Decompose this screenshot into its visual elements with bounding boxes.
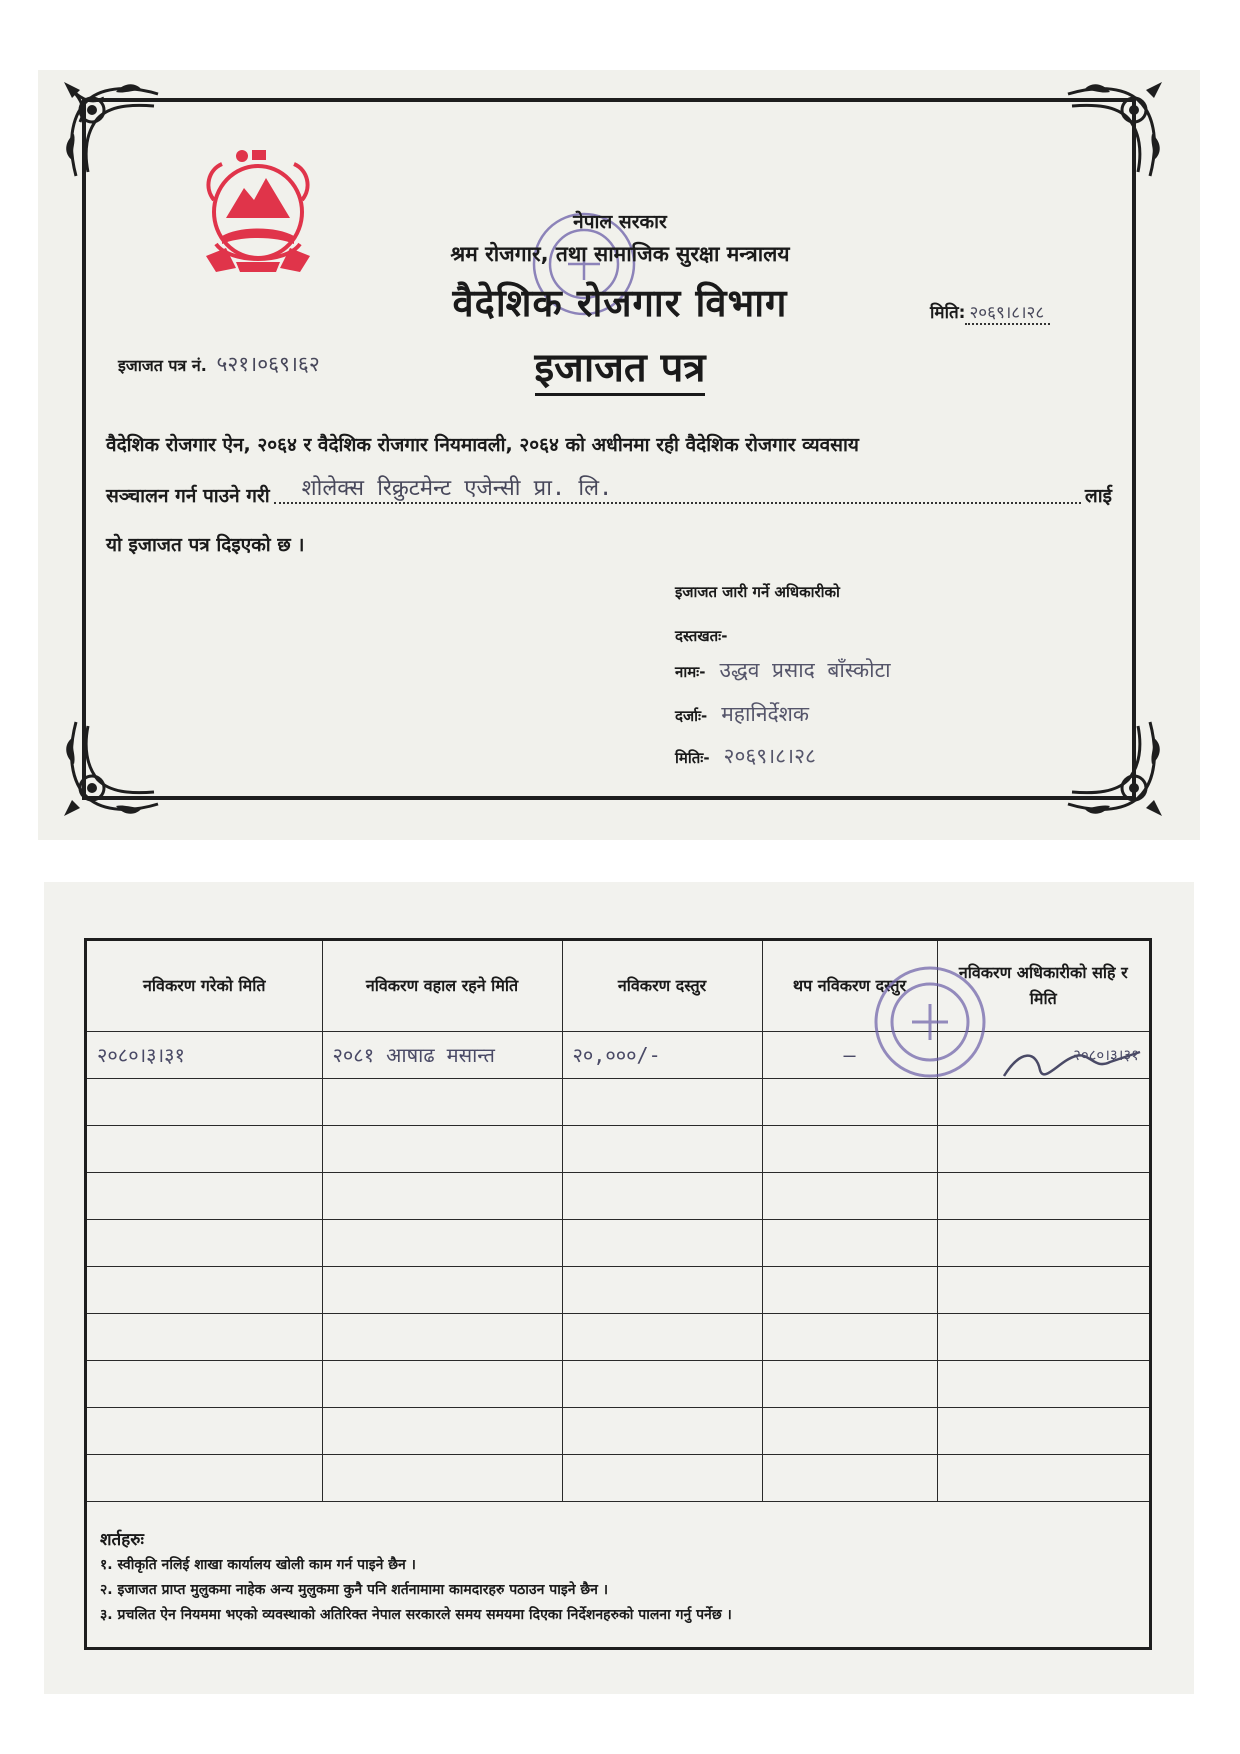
terms-item: ३. प्रचलित ऐन नियममा भएको व्यवस्थाको अतिरिक्त नेपाल सरकारले समय समयमा दिएका निर्देशनहरुको पालना गर्नु पर्नेछ । — [100, 1607, 732, 1623]
table-cell — [762, 1454, 937, 1501]
department-name: वैदेशिक रोजगार विभाग — [452, 281, 788, 325]
table-cell — [322, 1313, 562, 1360]
table-cell — [562, 1454, 762, 1501]
table-cell — [322, 1125, 562, 1172]
issuer-name-label: नामः- — [675, 663, 706, 681]
certificate-title-text: इजाजत पत्र — [535, 345, 706, 396]
issuer-date — [675, 742, 816, 770]
table-cell — [322, 1454, 562, 1501]
table-cell — [562, 1313, 762, 1360]
issue-date — [930, 300, 1050, 323]
table-cell — [762, 1313, 937, 1360]
body-line-2-tail: लाई — [1084, 485, 1112, 507]
table-cell: २०८१ आषाढ मसान्त — [322, 1031, 562, 1078]
terms-heading: शर्तहरुः — [100, 1530, 144, 1550]
table-cell — [322, 1266, 562, 1313]
terms-section — [100, 1528, 732, 1628]
table-cell — [762, 1360, 937, 1407]
ornament-corner-icon — [58, 712, 168, 822]
issuer-name — [675, 656, 891, 684]
table-cell — [87, 1407, 322, 1454]
certificate-title — [0, 338, 1240, 393]
table-cell — [87, 1078, 322, 1125]
table-cell — [937, 1360, 1149, 1407]
issuer-signature — [675, 626, 727, 646]
company-name-field: शोलेक्स रिक्रुटमेन्ट एजेन्सी प्रा. लि. — [274, 476, 1081, 504]
table-cell: — — [762, 1031, 937, 1078]
table-cell — [762, 1172, 937, 1219]
issuer-date-label: मितिः- — [675, 749, 710, 767]
table-cell — [937, 1219, 1149, 1266]
table-cell — [562, 1360, 762, 1407]
table-cell — [87, 1219, 322, 1266]
header-additional-fee: थप नविकरण दस्तुर — [762, 941, 937, 1031]
ornament-corner-icon — [1058, 712, 1168, 822]
table-cell — [562, 1407, 762, 1454]
header-officer-signature: नविकरण अधिकारीको सहि र मिति — [937, 941, 1149, 1031]
table-cell — [87, 1266, 322, 1313]
signature-mark-icon — [1000, 1040, 1150, 1090]
department-stamp-icon — [868, 960, 992, 1084]
header-renewed-date: नविकरण गरेको मिति — [87, 941, 322, 1031]
ministry-name: श्रम रोजगार, तथा सामाजिक सुरक्षा मन्त्रालय — [450, 242, 790, 266]
table-cell — [762, 1266, 937, 1313]
table-cell — [87, 1454, 322, 1501]
table-row — [87, 1360, 1149, 1407]
table-cell: २०,०००/- — [562, 1031, 762, 1078]
table-cell — [87, 1125, 322, 1172]
signature-label: दस्तखतः- — [675, 627, 728, 645]
issuer-rank-value: महानिर्देशक — [721, 702, 810, 726]
issuer-date-value: २०६९।८।२८ — [723, 744, 816, 768]
table-cell — [562, 1078, 762, 1125]
table-cell — [322, 1360, 562, 1407]
issuer-rank — [675, 700, 809, 728]
government-name: नेपाल सरकार — [573, 211, 667, 233]
certificate-body-line-3: यो इजाजत पत्र दिइएको छ । — [106, 534, 305, 556]
table-cell: २०८०।३।३१ — [87, 1031, 322, 1078]
header-valid-until: नविकरण वहाल रहने मिति — [322, 941, 562, 1031]
issuer-heading: इजाजत जारी गर्ने अधिकारीको — [675, 583, 840, 601]
issue-date-value: २०६९।८।२८ — [965, 303, 1050, 325]
ornament-corner-icon — [58, 76, 168, 186]
table-row — [87, 1219, 1149, 1266]
table-cell — [562, 1125, 762, 1172]
table-cell — [762, 1078, 937, 1125]
table-cell — [937, 1172, 1149, 1219]
certificate-body-line-1: वैदेशिक रोजगार ऐन, २०६४ र वैदेशिक रोजगार नियमावली, २०६४ को अधीनमा रही वैदेशिक रोजगार व्यवसाय — [106, 434, 859, 456]
table-cell — [762, 1219, 937, 1266]
ornament-corner-icon — [1058, 76, 1168, 186]
table-cell — [937, 1266, 1149, 1313]
terms-item: २. इजाजत प्राप्त मुलुकमा नाहेक अन्य मुलुकमा कुनै पनि शर्तनामामा कामदारहरु पठाउन पाइने छैन । — [100, 1582, 609, 1598]
certificate-body-line-2 — [106, 476, 1112, 509]
table-cell — [87, 1313, 322, 1360]
permit-number-value: ५२१।०६९।६२ — [216, 352, 320, 376]
terms-item: १. स्वीकृति नलिई शाखा कार्यालय खोली काम गर्न पाइने छैन । — [100, 1557, 416, 1573]
table-cell — [322, 1219, 562, 1266]
table-row — [87, 1313, 1149, 1360]
table-row — [87, 1078, 1149, 1125]
table-cell — [87, 1172, 322, 1219]
table-cell — [322, 1407, 562, 1454]
table-cell: २०८०।३।३१ — [937, 1031, 1149, 1078]
table-cell — [937, 1125, 1149, 1172]
table-row — [87, 1125, 1149, 1172]
table-cell — [322, 1172, 562, 1219]
table-cell — [762, 1407, 937, 1454]
table-cell — [937, 1454, 1149, 1501]
table-cell — [937, 1313, 1149, 1360]
table-cell — [562, 1266, 762, 1313]
table-row — [87, 1266, 1149, 1313]
table-cell — [562, 1172, 762, 1219]
table-cell — [87, 1360, 322, 1407]
issuer-rank-label: दर्जाः- — [675, 707, 708, 725]
table-row — [87, 1172, 1149, 1219]
table-cell — [762, 1125, 937, 1172]
table-cell — [937, 1407, 1149, 1454]
table-cell — [322, 1078, 562, 1125]
table-cell — [562, 1219, 762, 1266]
header-renewal-fee: नविकरण दस्तुर — [562, 941, 762, 1031]
permit-number-label: इजाजत पत्र नं. — [118, 356, 207, 375]
body-line-2-lead: सञ्चालन गर्न पाउने गरी — [106, 485, 270, 507]
table-row — [87, 1454, 1149, 1501]
issue-date-label: मिति: — [930, 303, 966, 323]
issuer-name-value: उद्धव प्रसाद बाँस्कोटा — [719, 658, 891, 682]
table-row — [87, 1407, 1149, 1454]
